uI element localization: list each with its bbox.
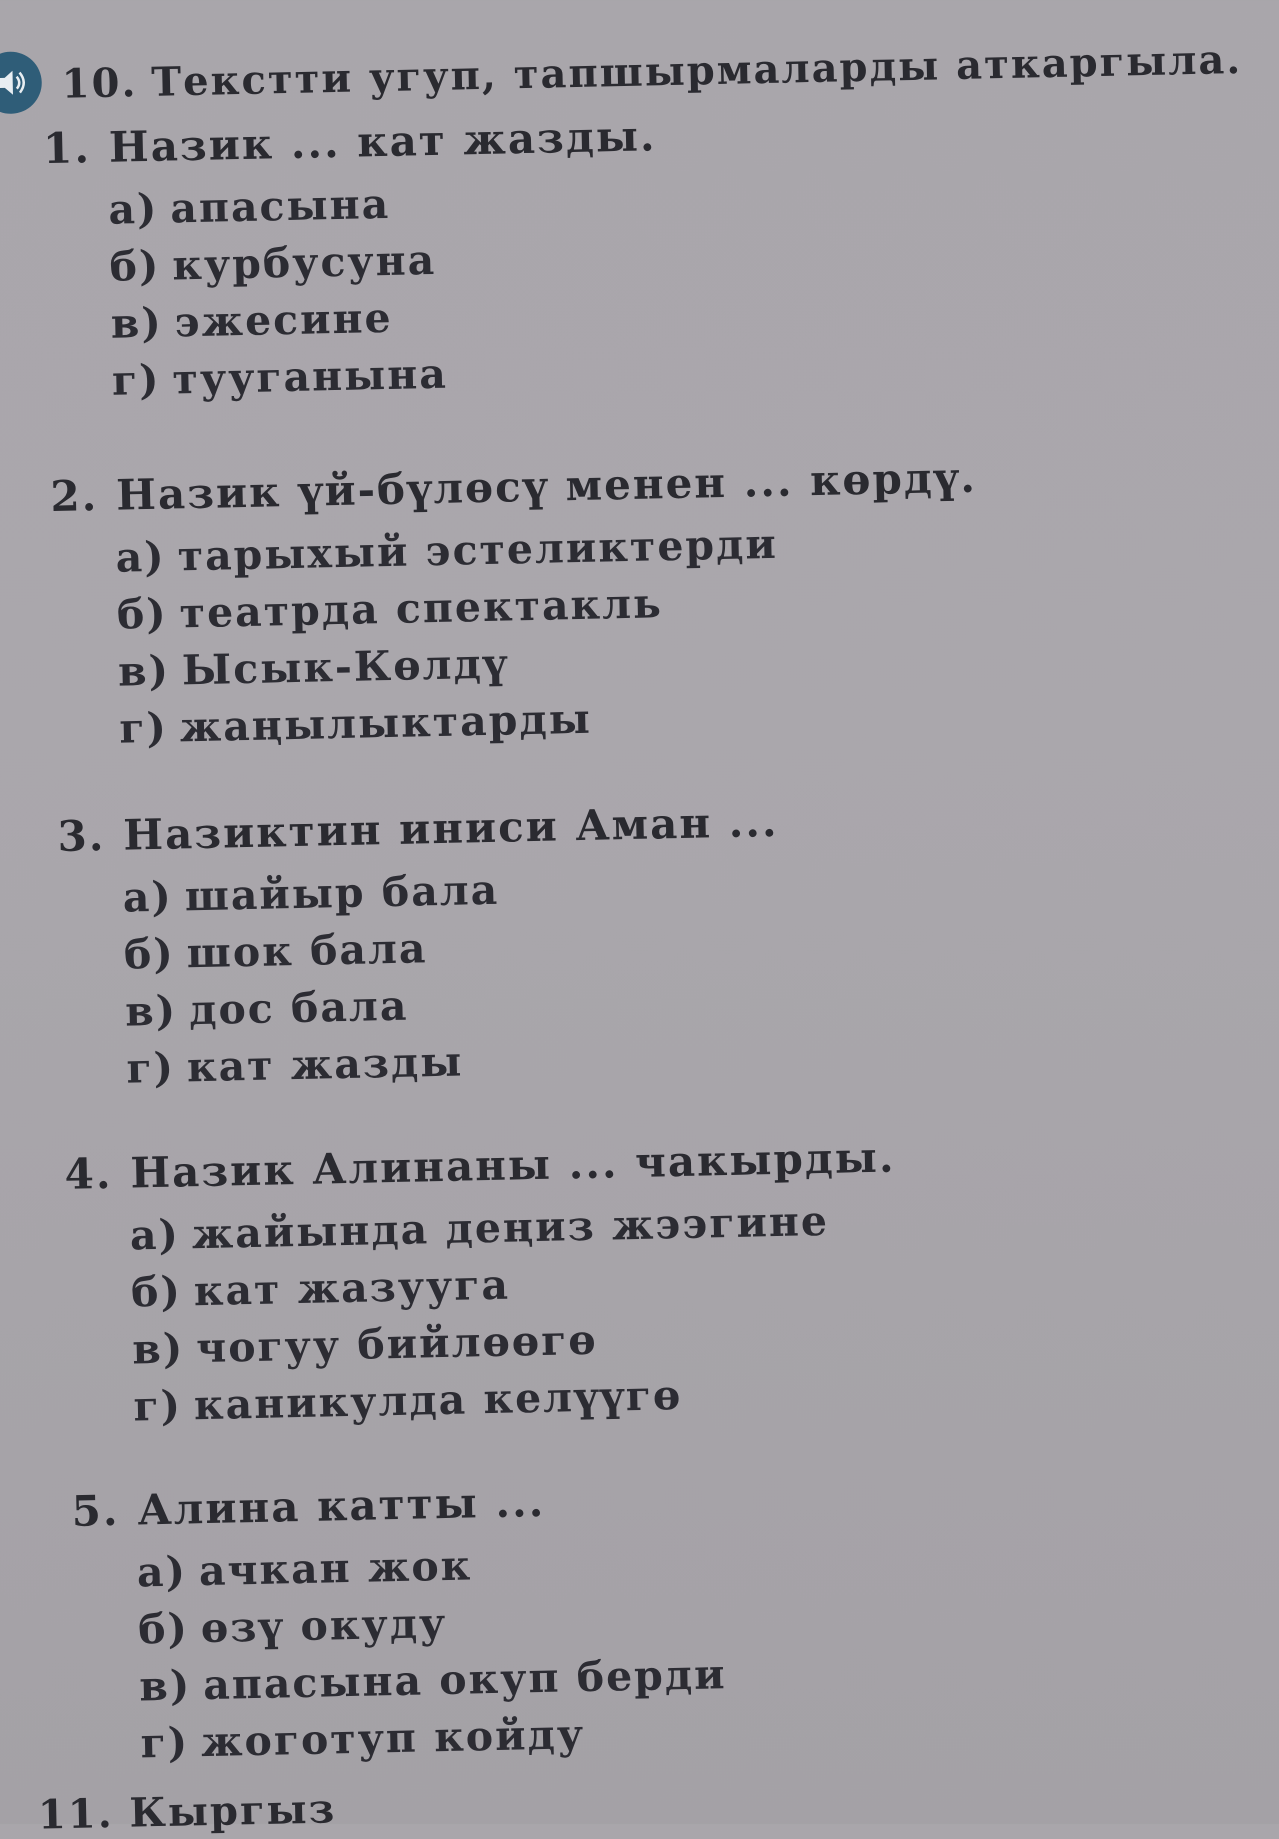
question-number: 1.: [42, 123, 92, 174]
option-letter: а): [136, 1547, 188, 1597]
question-number: 2.: [49, 471, 99, 522]
task-number: 10.: [61, 59, 138, 108]
option-letter: а): [115, 532, 167, 582]
option-g: [140, 1703, 728, 1772]
option-letter: в): [110, 298, 164, 348]
question-4-options: [129, 1191, 901, 1435]
question-3-options: [122, 856, 784, 1098]
option-letter: б): [116, 589, 169, 639]
question-number: 3.: [57, 810, 106, 861]
question-number: 5.: [71, 1485, 121, 1536]
question-1: [43, 108, 662, 411]
question-3: [57, 794, 784, 1099]
option-letter: б): [130, 1267, 183, 1317]
question-2: [50, 450, 982, 759]
option-text: өзү окуду: [200, 1598, 448, 1653]
option-letter: г): [132, 1381, 183, 1431]
option-text: курбусуна: [171, 235, 437, 290]
question-1-options: [108, 170, 662, 409]
option-text: жайында деңиз жээгине: [191, 1196, 830, 1259]
option-text: эжесине: [174, 293, 394, 347]
option-letter: в): [131, 1324, 185, 1374]
question-1-text: [43, 108, 658, 177]
option-letter: а): [107, 184, 159, 234]
option-text: ачкан жок: [198, 1541, 473, 1596]
option-text: шайыр бала: [184, 865, 500, 921]
option-text: жаңылыктарды: [179, 694, 593, 752]
option-letter: б): [109, 241, 161, 291]
question-prompt: Назик Алинаны ... чакырды.: [129, 1132, 896, 1198]
question-prompt: Алина катты ...: [136, 1476, 546, 1535]
next-task-cut-off: 11. Кыргыз: [37, 1785, 337, 1839]
option-text: апасына: [169, 179, 391, 233]
option-text: кат жазууга: [193, 1260, 511, 1316]
option-text: кат жазды: [186, 1037, 464, 1092]
question-2-options: [115, 512, 982, 758]
question-5: [71, 1470, 728, 1774]
question-number: 4.: [64, 1148, 113, 1199]
option-g: [111, 341, 662, 409]
option-letter: г): [125, 1043, 176, 1093]
task-instruction: Текстти угуп, тапшырмаларды аткаргыла.: [150, 36, 1243, 106]
task-header: [61, 36, 1242, 108]
option-text: жоготуп койду: [200, 1710, 586, 1767]
question-prompt: Назик ... кат жазды.: [108, 111, 658, 172]
question-4-text: [64, 1130, 896, 1203]
audio-speaker-icon: [0, 51, 42, 114]
option-text: шок бала: [186, 924, 428, 978]
option-text: каникулда келүүгө: [193, 1371, 683, 1430]
question-3-text: [57, 794, 779, 865]
option-text: тууганына: [172, 349, 449, 404]
option-text: Ысык-Көлдү: [181, 639, 510, 695]
option-letter: а): [129, 1210, 181, 1260]
option-letter: г): [111, 355, 162, 405]
option-letter: б): [123, 929, 176, 979]
option-text: чогуу бийлөөгө: [195, 1315, 599, 1373]
question-4: [64, 1130, 901, 1437]
option-text: театрда спектакль: [179, 579, 664, 638]
option-letter: а): [122, 872, 174, 922]
question-5-options: [136, 1532, 728, 1772]
option-letter: г): [118, 703, 169, 753]
option-letter: в): [117, 646, 171, 696]
question-prompt: Назик үй-бүлөсү менен ... көрдү.: [115, 452, 978, 520]
question-prompt: Назиктин иниси Аман ...: [122, 796, 779, 860]
option-text: тарыхый эстеликтерди: [177, 519, 779, 581]
option-letter: б): [137, 1604, 190, 1654]
option-text: дос бала: [188, 981, 409, 1035]
question-5-text: [71, 1470, 723, 1540]
option-text: апасына окуп берди: [202, 1650, 728, 1710]
option-letter: в): [138, 1661, 192, 1711]
option-letter: в): [124, 986, 178, 1036]
option-letter: г): [140, 1718, 190, 1768]
